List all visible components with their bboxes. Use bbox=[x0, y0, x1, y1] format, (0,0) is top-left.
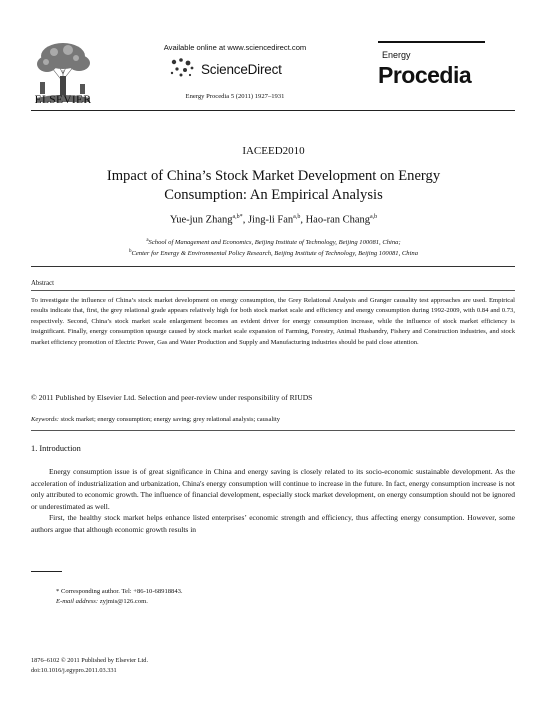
copyright-line: © 2011 Published by Elsevier Ltd. Selection and peer-review under responsibility of RIUDS bbox=[31, 393, 313, 402]
keywords-text: stock market; energy consumption; energy saving; grey relational analysis; causality bbox=[60, 416, 281, 423]
affiliation-mark: a bbox=[146, 238, 149, 243]
author-affiliation-mark: a,b* bbox=[232, 214, 243, 220]
author-name: Yue-jun Zhang bbox=[169, 214, 233, 226]
email-note bbox=[56, 598, 148, 605]
author-name: Hao-ran Chang bbox=[305, 214, 371, 226]
title-line: Impact of China’s Stock Market Development on Energy bbox=[106, 168, 441, 184]
author-affiliation-mark: a,b bbox=[370, 214, 378, 220]
issn-line: 1876–6102 © 2011 Published by Elsevier Ltd. bbox=[31, 657, 149, 664]
affiliation-mark: b bbox=[128, 249, 132, 254]
abstract-heading: Abstract bbox=[31, 280, 55, 287]
author-list: Yue-jun Zhang$^{a,b*}$, Jing-li Fan$^{a,b}$, Hao-ran Chang$^{a,b}$ bbox=[169, 214, 378, 226]
section-heading: 1. Introduction bbox=[31, 444, 81, 453]
affiliation-text: School of Management and Economics, Beijing Institute of Technology, Beijing 100081, China; bbox=[148, 239, 401, 247]
journal-brand: Procedia bbox=[378, 62, 472, 88]
header-divider bbox=[31, 110, 515, 111]
available-online-text: Available online at www.sciencedirect.com bbox=[163, 43, 307, 52]
paragraph: Energy consumption issue is of great significance in China and energy saving is closely related to its socio-economic sustainable development. As the acceleration of industrialization and urbanization, China's energy consumption will continue to increase in the future. In fact, energy consumption increase is not only attributed to economic growth. The influence of financial development, especially stock market development, on energy consumption should not be ignored or underestimated as well. bbox=[31, 467, 515, 511]
abstract-bottom-rule bbox=[31, 430, 515, 431]
sciencedirect-icon bbox=[168, 54, 196, 80]
footnote-rule bbox=[31, 571, 62, 572]
body-text bbox=[31, 466, 515, 536]
author-name: Jing-li Fan bbox=[247, 214, 294, 226]
keywords bbox=[31, 416, 280, 423]
publisher-name: ELSEVIER bbox=[34, 94, 92, 106]
doi-line: doi:10.1016/j.egypro.2011.03.331 bbox=[31, 667, 117, 674]
abstract-top-rule bbox=[31, 266, 515, 267]
email-address: zyjmis@126.com. bbox=[99, 598, 148, 605]
journal-citation: Energy Procedia 5 (2011) 1927–1931 bbox=[185, 93, 285, 100]
keywords-label: Keywords: bbox=[31, 416, 59, 423]
affiliation-text: Center for Energy & Environmental Policy Research, Beijing Institute of Technology, Beijing 100081, China bbox=[131, 250, 419, 258]
corresponding-author-note: * Corresponding author. Tel: +86-10-68918843. bbox=[56, 588, 183, 595]
affiliation bbox=[0, 249, 547, 257]
affiliation bbox=[0, 238, 547, 246]
title-line: Consumption: An Empirical Analysis bbox=[164, 187, 383, 203]
journal-brand-subject: Energy bbox=[382, 50, 411, 60]
abstract-text: To investigate the influence of China’s stock market development on energy consumption, the Grey Relational Analysis and Granger causality test approaches are used. Empirical results indicate that, first, the grey relational grade appears relatively high for both stock market scale and efficiency and energy consumption during 1992-2009, with 0.84 and 0.73, respectively. Second, China’s stock market scale enlargement becomes an evident driver for energy consumption increase, while the influence of stock market efficiency is insignificant. Finally, energy consumption upsurge caused by stock market scale expansion of Farming, Forestry, Animal Husbandry, Fishery and Construction industries, and stock market efficiency promotion of Electric Power, Gas and Water Production and Supply and Manufacturing industries should be paid close attention. bbox=[31, 297, 515, 346]
brand-top-rule bbox=[378, 41, 485, 43]
sciencedirect-logo: ScienceDirect bbox=[201, 62, 282, 77]
conference-name: IACEED2010 bbox=[242, 145, 305, 157]
article-title bbox=[40, 167, 507, 205]
email-label: E-mail address: bbox=[56, 598, 99, 605]
paragraph: First, the healthy stock market helps enhance listed enterprises’ economic strength and efficiency, thus affecting energy consumption. However, some authors argue that although economic growth results in bbox=[31, 513, 515, 534]
author-affiliation-mark: a,b bbox=[293, 214, 301, 220]
abstract-heading-rule bbox=[31, 290, 515, 291]
